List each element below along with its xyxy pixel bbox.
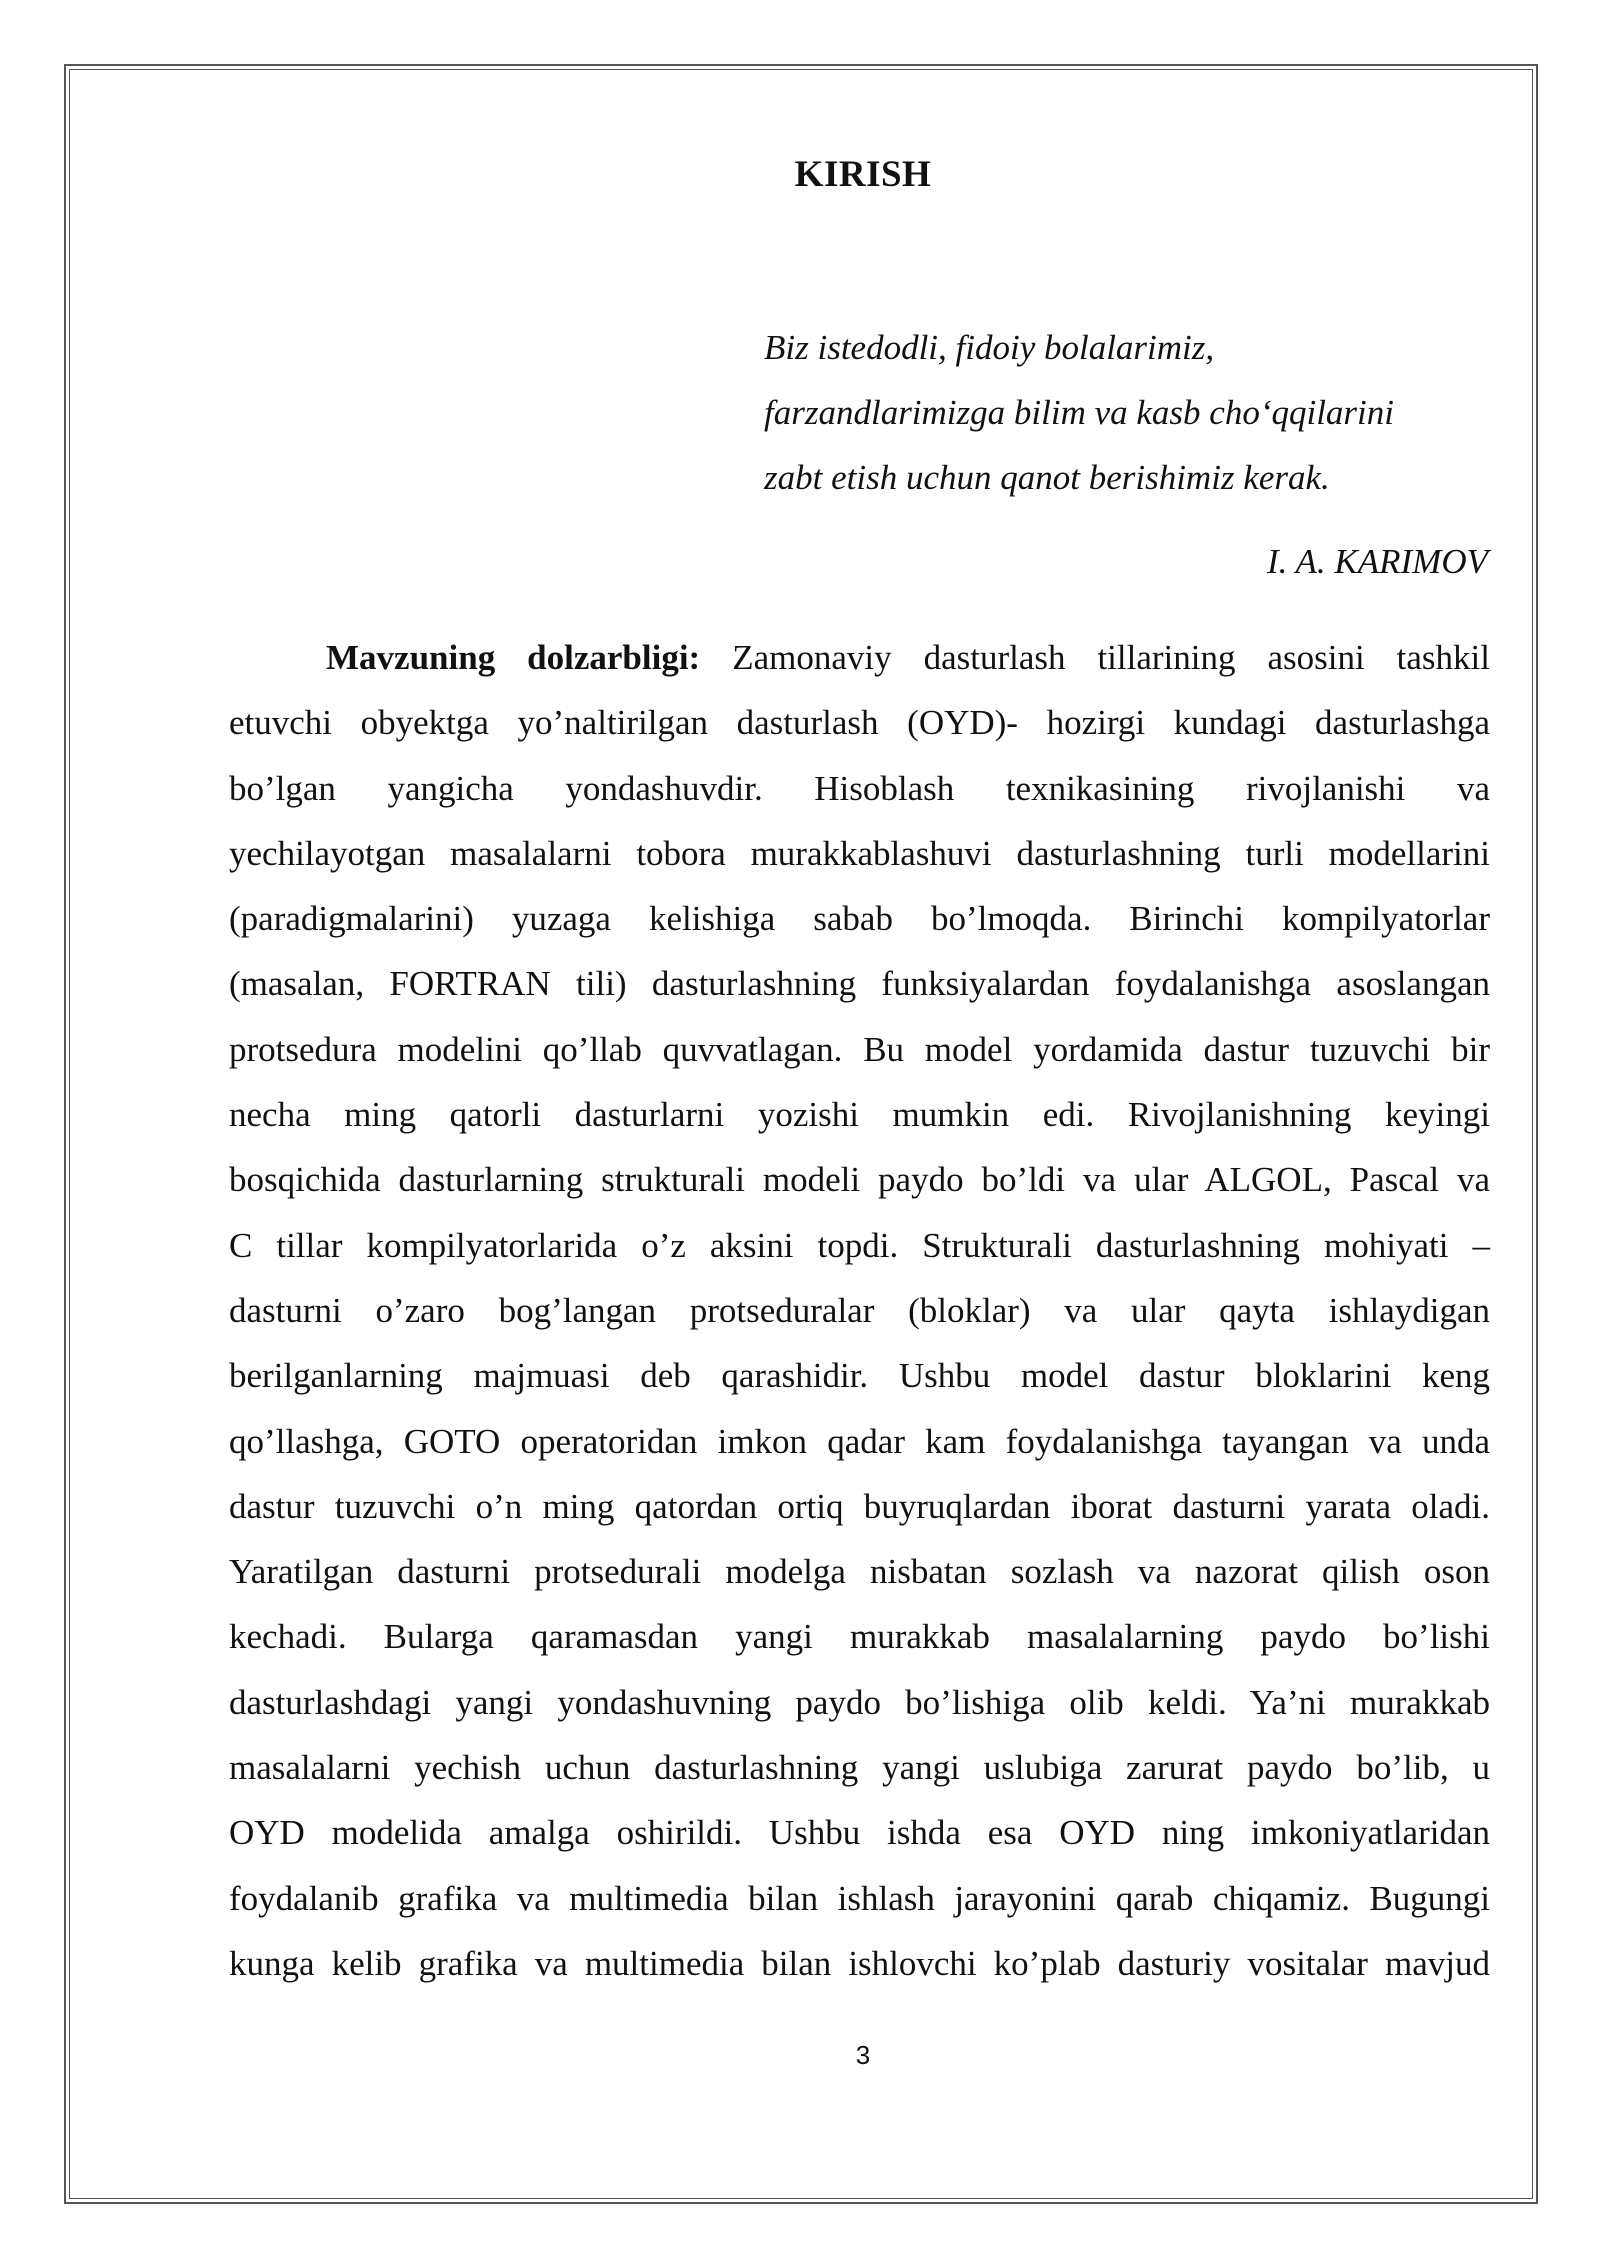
paragraph-line: kechadi. Bularga qaramasdan yangi murakkab masalalarning paydo bo’lishi [229, 1617, 1490, 1657]
paragraph-line: Yaratilgan dasturni protsedurali modelga nisbatan sozlash va nazorat qilish oson [229, 1552, 1490, 1592]
page-title: KIRISH [794, 154, 932, 195]
paragraph-line: bo’lgan yangicha yondashuvdir. Hisoblash texnikasining rivojlanishi va [229, 768, 1490, 808]
paragraph-line: yechilayotgan masalalarni tobora murakkablashuvi dasturlashning turli modellarini [229, 833, 1490, 873]
epigraph [764, 315, 1504, 510]
paragraph-line: foydalanib grafika va multimedia bilan ishlash jarayonini qarab chiqamiz. Bugungi [229, 1878, 1490, 1918]
epigraph-line: Biz istedodli, fidoiy bolalarimiz, [764, 328, 1215, 367]
epigraph-line: zabt etish uchun qanot berishimiz kerak. [764, 458, 1330, 497]
paragraph-line: etuvchi obyektga yo’naltirilgan dasturlash (OYD)- hozirgi kundagi dasturlashga [229, 703, 1490, 743]
paragraph-line: berilganlarning majmuasi deb qarashidir. Ushbu model dastur bloklarini keng [229, 1356, 1490, 1396]
paragraph-lead: Mavzuning dolzarbligi: [326, 638, 701, 677]
paragraph-line: necha ming qatorli dasturlarni yozishi mumkin edi. Rivojlanishning keyingi [229, 1095, 1490, 1135]
paragraph-line: bosqichida dasturlarning strukturali modeli paydo bo’ldi va ular ALGOL, Pascal va [229, 1160, 1490, 1200]
paragraph-line: protsedura modelini qo’llab quvvatlagan. Bu model yordamida dastur tuzuvchi bir [229, 1029, 1490, 1069]
epigraph-author: I. A. KARIMOV [1267, 542, 1488, 581]
paragraph-line: (paradigmalarini) yuzaga kelishiga sabab bo’lmoqda. Birinchi kompilyatorlar [229, 899, 1490, 939]
paragraph-line: dastur tuzuvchi o’n ming qatordan ortiq buyruqlardan iborat dasturni yarata oladi. [229, 1486, 1490, 1526]
paragraph-line: masalalarni yechish uchun dasturlashning yangi uslubiga zarurat paydo bo’lib, u [229, 1748, 1490, 1788]
paragraph-line: C tillar kompilyatorlarida o’z aksini topdi. Strukturali dasturlashning mohiyati – [229, 1225, 1490, 1265]
paragraph-line-text: Zamonaviy dasturlash tillarining asosini tashkil [700, 638, 1490, 677]
paragraph-line: qo’llashga, GOTO operatoridan imkon qadar kam foydalanishga tayangan va unda [229, 1421, 1490, 1461]
paragraph-line: dasturlashdagi yangi yondashuvning paydo bo’lishiga olib keldi. Ya’ni murakkab [229, 1682, 1490, 1722]
epigraph-line: farzandlarimizga bilim va kasb cho‘qqilarini [764, 393, 1394, 432]
paragraph-line: (masalan, FORTRAN tili) dasturlashning funksiyalardan foydalanishga asoslangan [229, 964, 1490, 1004]
body-paragraph [229, 625, 1490, 1996]
paragraph-line: OYD modelida amalga oshirildi. Ushbu ishda esa OYD ning imkoniyatlaridan [229, 1813, 1490, 1853]
paragraph-line: kunga kelib grafika va multimedia bilan ishlovchi ko’plab dasturiy vositalar mavjud [229, 1943, 1490, 1983]
page-number: 3 [855, 2040, 871, 2070]
paragraph-line: dasturni o’zaro bog’langan protseduralar (bloklar) va ular qayta ishlaydigan [229, 1290, 1490, 1330]
paragraph-line [229, 625, 1490, 690]
